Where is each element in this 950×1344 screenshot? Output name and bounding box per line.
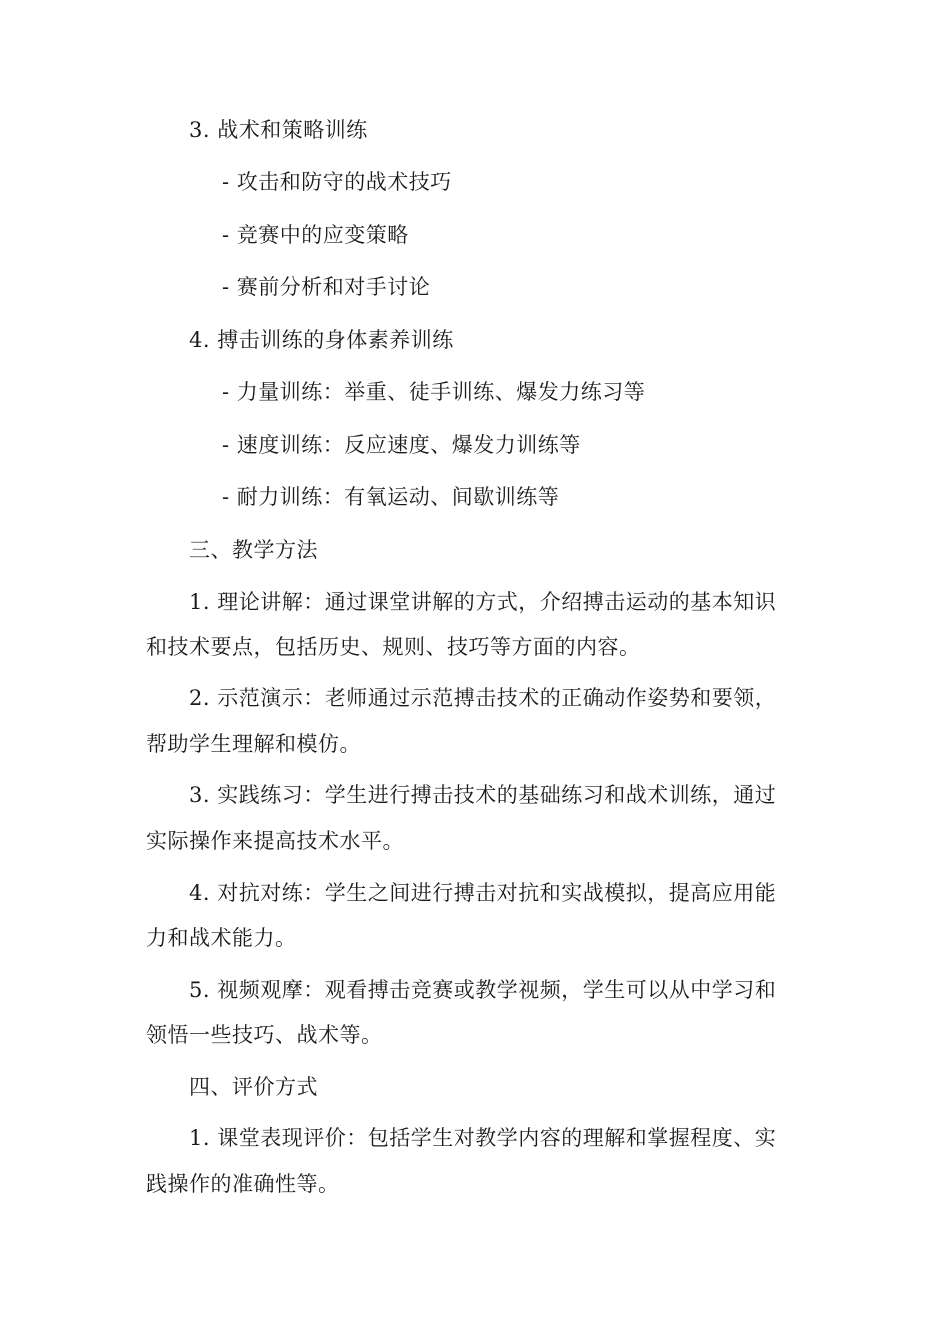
- list-item-title: 4. 搏击训练的身体素养训练: [189, 328, 454, 352]
- paragraph-line: 1. 理论讲解：通过课堂讲解的方式，介绍搏击运动的基本知识: [189, 590, 777, 614]
- list-subitem: - 耐力训练：有氧运动、间歇训练等: [222, 485, 560, 509]
- paragraph-line: 领悟一些技巧、战术等。: [146, 1023, 383, 1047]
- section-heading: 三、教学方法: [189, 538, 318, 562]
- list-subitem: - 速度训练：反应速度、爆发力训练等: [222, 433, 581, 457]
- paragraph-line: 4. 对抗对练：学生之间进行搏击对抗和实战模拟，提高应用能: [189, 881, 777, 905]
- paragraph-line: 2. 示范演示：老师通过示范搏击技术的正确动作姿势和要领，: [189, 686, 777, 710]
- list-subitem: - 竞赛中的应变策略: [222, 223, 409, 247]
- paragraph-line: 践操作的准确性等。: [146, 1172, 340, 1196]
- paragraph-line: 实际操作来提高技术水平。: [146, 829, 404, 853]
- section-heading: 四、评价方式: [189, 1075, 318, 1099]
- list-item-title: 3. 战术和策略训练: [189, 118, 368, 142]
- list-subitem: - 攻击和防守的战术技巧: [222, 170, 452, 194]
- paragraph-line: 1. 课堂表现评价：包括学生对教学内容的理解和掌握程度、实: [189, 1126, 777, 1150]
- list-subitem: - 力量训练：举重、徒手训练、爆发力练习等: [222, 380, 646, 404]
- paragraph-line: 5. 视频观摩：观看搏击竞赛或教学视频，学生可以从中学习和: [189, 978, 777, 1002]
- paragraph-line: 力和战术能力。: [146, 926, 297, 950]
- paragraph-line: 3. 实践练习：学生进行搏击技术的基础练习和战术训练，通过: [189, 783, 777, 807]
- paragraph-line: 和技术要点，包括历史、规则、技巧等方面的内容。: [146, 635, 641, 659]
- list-subitem: - 赛前分析和对手讨论: [222, 275, 431, 299]
- paragraph-line: 帮助学生理解和模仿。: [146, 732, 361, 756]
